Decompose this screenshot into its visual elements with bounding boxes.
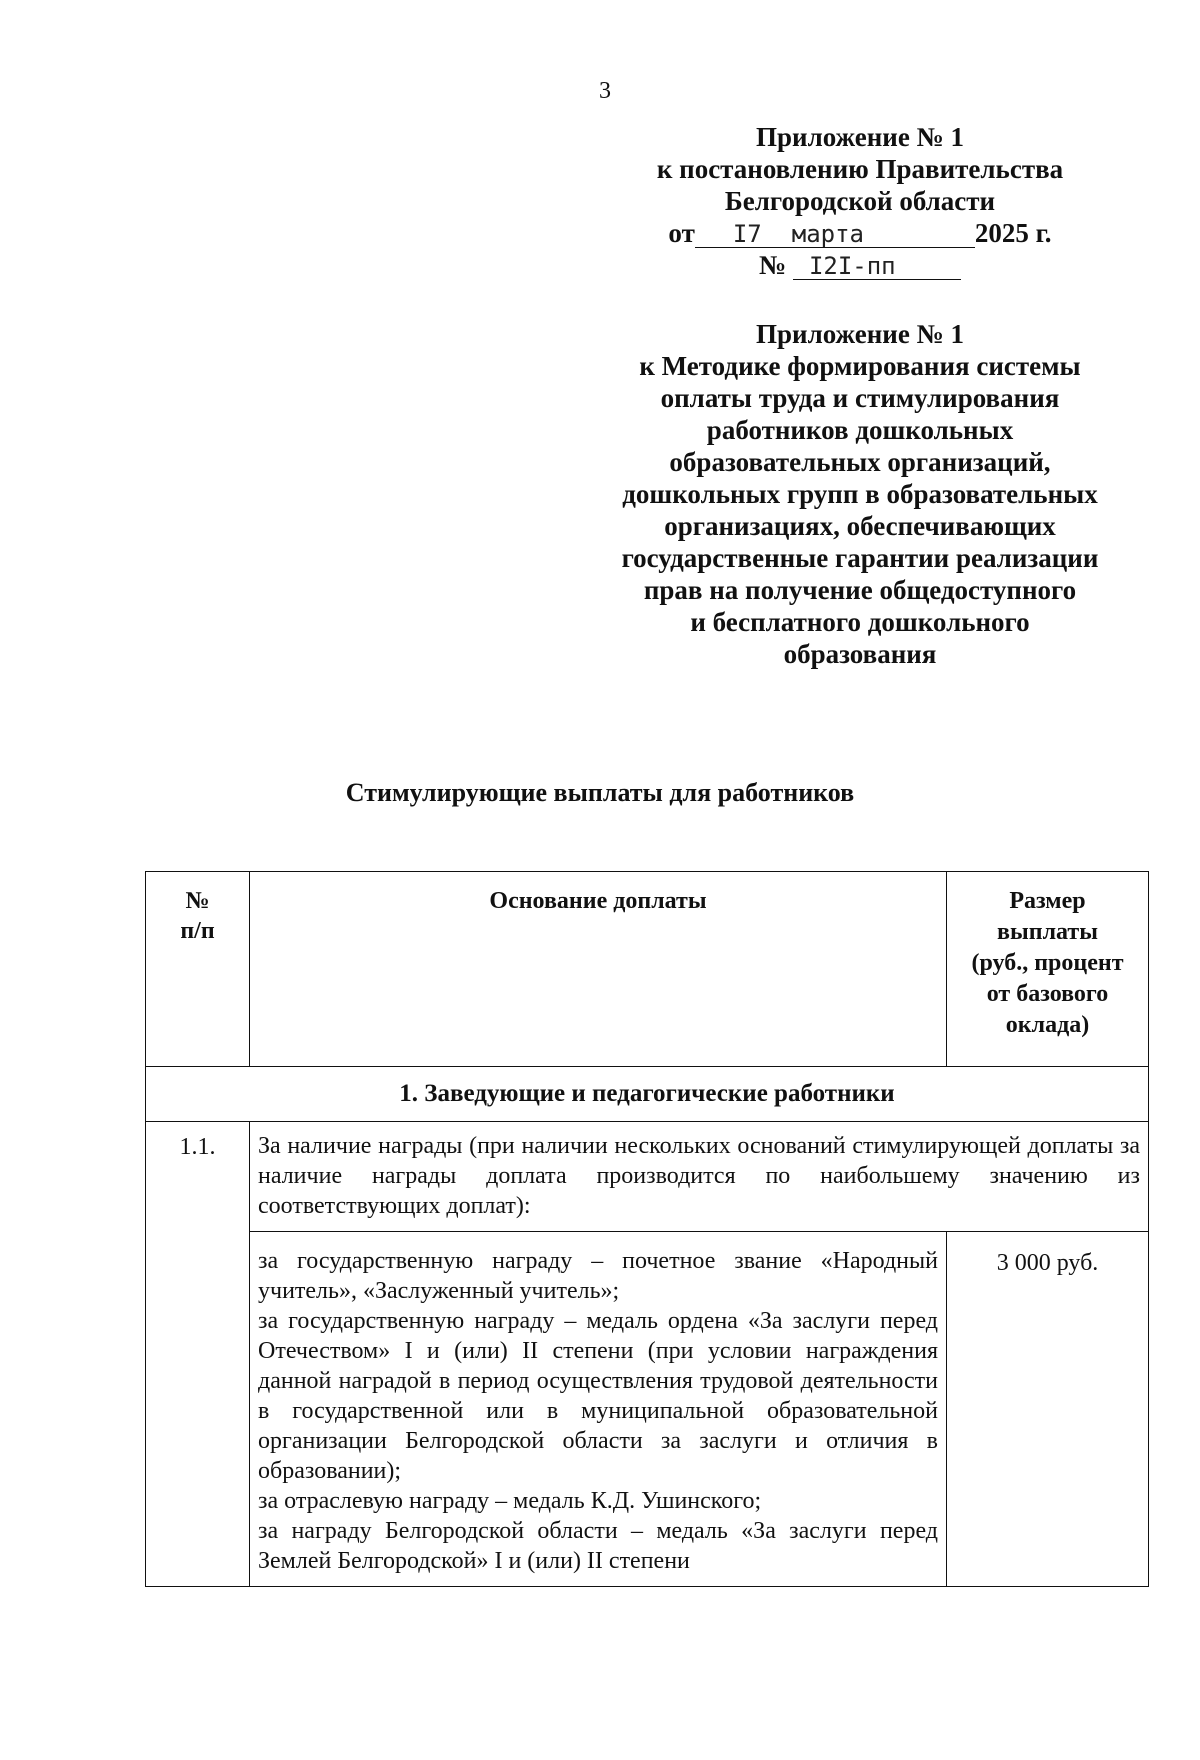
- number-prefix: №: [759, 250, 787, 280]
- header-size-line: (руб., процент: [971, 950, 1124, 976]
- date-month: марта: [791, 220, 864, 248]
- section-1-title: 1. Заведующие и педагогические работники: [146, 1067, 1149, 1122]
- award-item: за государственную награду – почетное звание «Народный учитель», «Заслуженный учитель»;: [258, 1248, 938, 1304]
- date-prefix: от: [668, 218, 695, 248]
- header-basis: Основание доплаты: [250, 872, 947, 1067]
- date-fill: [695, 221, 975, 248]
- appendix-methodology-line: образования: [783, 639, 937, 669]
- appendix-methodology-line: организациях, обеспечивающих: [664, 511, 1056, 541]
- payments-table: [145, 871, 1149, 1587]
- header-number-pp: п/п: [180, 918, 215, 944]
- appendix-methodology-line: государственные гарантии реализации: [621, 543, 1099, 573]
- appendix-resolution-title: Приложение № 1: [756, 122, 964, 152]
- appendix-resolution-line: к постановлению Правительства: [656, 154, 1064, 184]
- row-size: 3 000 руб.: [947, 1232, 1149, 1587]
- table-row: [146, 1232, 1149, 1587]
- award-item: за награду Белгородской области – медаль «За заслуги перед Землей Белгородской» I и (или) II степени: [258, 1518, 938, 1574]
- appendix-methodology-line: Приложение № 1: [756, 319, 964, 349]
- appendix-methodology-line: к Методике формирования системы: [639, 351, 1081, 381]
- appendix-resolution-block: [620, 121, 1100, 281]
- header-size: [947, 872, 1149, 1067]
- header-size-line: оклада): [1005, 1012, 1090, 1038]
- appendix-resolution-date: [620, 217, 1100, 249]
- date-year: 2025 г.: [974, 218, 1052, 248]
- appendix-methodology-line: образовательных организаций,: [669, 447, 1051, 477]
- appendix-methodology-line: дошкольных групп в образовательных: [622, 479, 1098, 509]
- award-item: за государственную награду – медаль ордена «За заслуги перед Отечеством» I и (или) II степени (при условии награждения данной наградой в период осуществления трудовой деятельности в государственной или в муниципальной образовательной организации Белгородской области за заслуги и отличия в образовании);: [258, 1308, 938, 1484]
- row-items: [250, 1232, 947, 1587]
- appendix-methodology-line: работников дошкольных: [706, 415, 1014, 445]
- header-number: [146, 872, 250, 1067]
- appendix-methodology-line: прав на получение общедоступного: [643, 575, 1077, 605]
- table-header-row: [146, 872, 1149, 1067]
- appendix-methodology-block: [620, 318, 1100, 670]
- appendix-methodology-line: и бесплатного дошкольного: [690, 607, 1030, 637]
- row-basis: За наличие награды (при наличии нескольких оснований стимулирующей доплаты за наличие награды доплата производится по наибольшему значению из соответствующих доплат):: [250, 1122, 1149, 1232]
- date-day: I7: [732, 220, 762, 248]
- appendix-resolution-line: Белгородской области: [724, 186, 996, 216]
- table-section-row: [146, 1067, 1149, 1122]
- header-number-sign: №: [185, 888, 210, 914]
- number-value: I2I-пп: [793, 253, 961, 280]
- header-size-line: выплаты: [997, 919, 1098, 945]
- header-size-line: от базового: [986, 981, 1109, 1007]
- table-row: [146, 1122, 1149, 1232]
- row-number: 1.1.: [146, 1122, 250, 1587]
- appendix-methodology-line: оплаты труда и стимулирования: [660, 383, 1060, 413]
- appendix-resolution-number: [620, 249, 1100, 281]
- page-number: 3: [599, 78, 611, 104]
- header-size-line: Размер: [1009, 888, 1086, 914]
- section-title: Стимулирующие выплаты для работников: [345, 778, 855, 807]
- award-item: за отраслевую награду – медаль К.Д. Ушинского;: [258, 1488, 762, 1514]
